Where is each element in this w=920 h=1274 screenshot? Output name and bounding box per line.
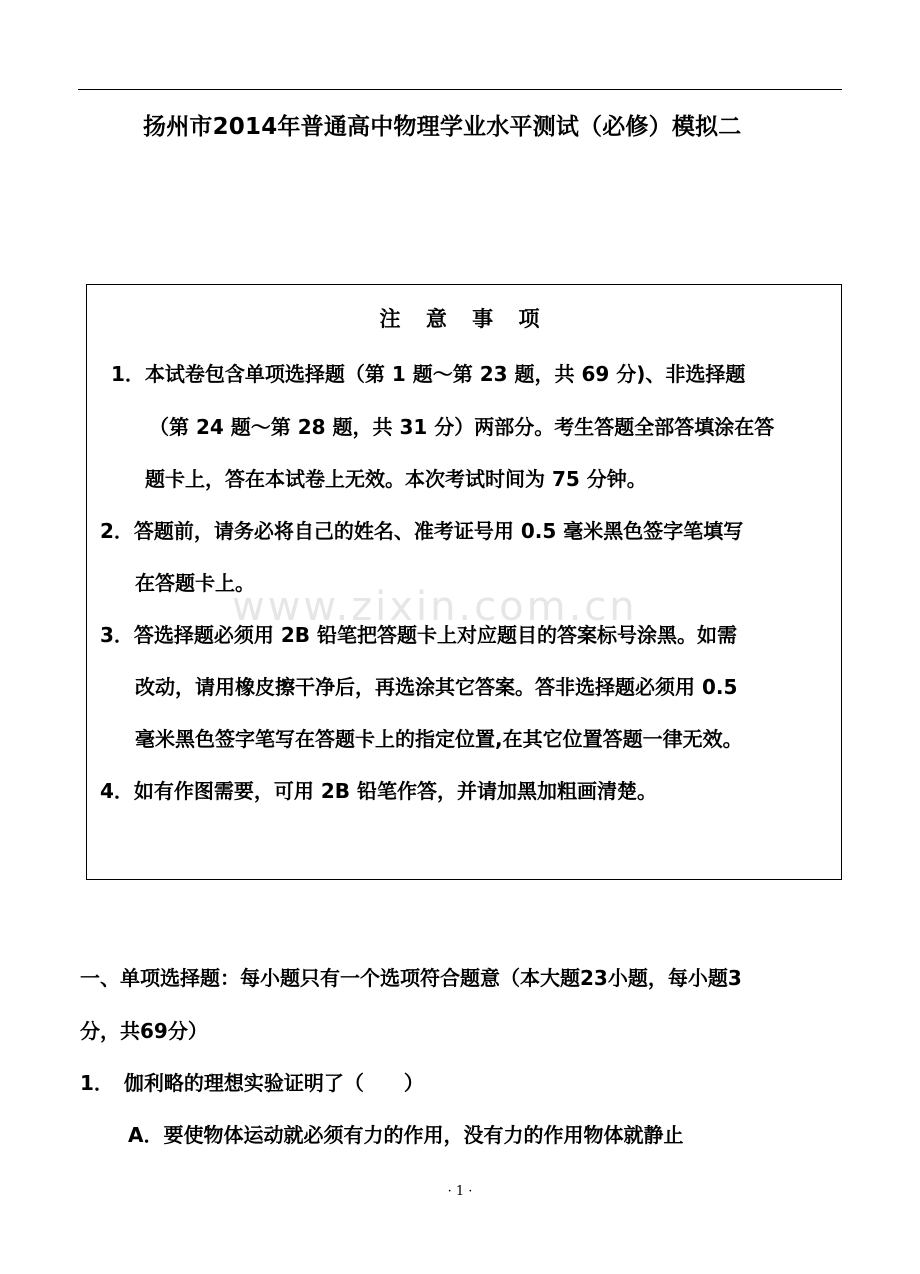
notice-line: 3．答选择题必须用 2B 铅笔把答题卡上对应题目的答案标号涂黑。如需: [100, 623, 738, 647]
watermark: www.zixin.com.cn: [232, 584, 638, 630]
notice-line: 1．本试卷包含单项选择题（第 1 题～第 23 题，共 69 分)、非选择题: [111, 362, 746, 386]
page-number: · 1 ·: [447, 1184, 473, 1199]
notice-box: [86, 284, 842, 880]
question-1-stem: 1． 伽利略的理想实验证明了（ ）: [80, 1071, 424, 1095]
notice-line: （第 24 题～第 28 题，共 31 分）两部分。考生答题全部答填涂在答: [149, 415, 775, 439]
header-rule: [78, 89, 842, 90]
page-title: 扬州市2014年普通高中物理学业水平测试（必修）模拟二: [143, 114, 742, 140]
notice-line: 题卡上，答在本试卷上无效。本次考试时间为 75 分钟。: [145, 467, 647, 491]
question-1-option-a: A．要使物体运动就必须有力的作用，没有力的作用物体就静止: [128, 1123, 684, 1147]
notice-line: 2．答题前，请务必将自己的姓名、准考证号用 0.5 毫米黑色签字笔填写: [100, 519, 744, 543]
notice-line: 改动，请用橡皮擦干净后，再选涂其它答案。答非选择题必须用 0.5: [135, 675, 738, 699]
notice-line: 在答题卡上。: [135, 571, 255, 595]
notice-heading: 注 意 事 项: [379, 307, 549, 331]
notice-line: 4．如有作图需要，可用 2B 铅笔作答，并请加黑加粗画清楚。: [100, 779, 658, 803]
section-heading-continued: 分，共69分）: [80, 1019, 208, 1043]
notice-line: 毫米黑色签字笔写在答题卡上的指定位置,在其它位置答题一律无效。: [135, 727, 743, 751]
section-heading: 一、单项选择题：每小题只有一个选项符合题意（本大题23小题，每小题3: [80, 966, 742, 990]
